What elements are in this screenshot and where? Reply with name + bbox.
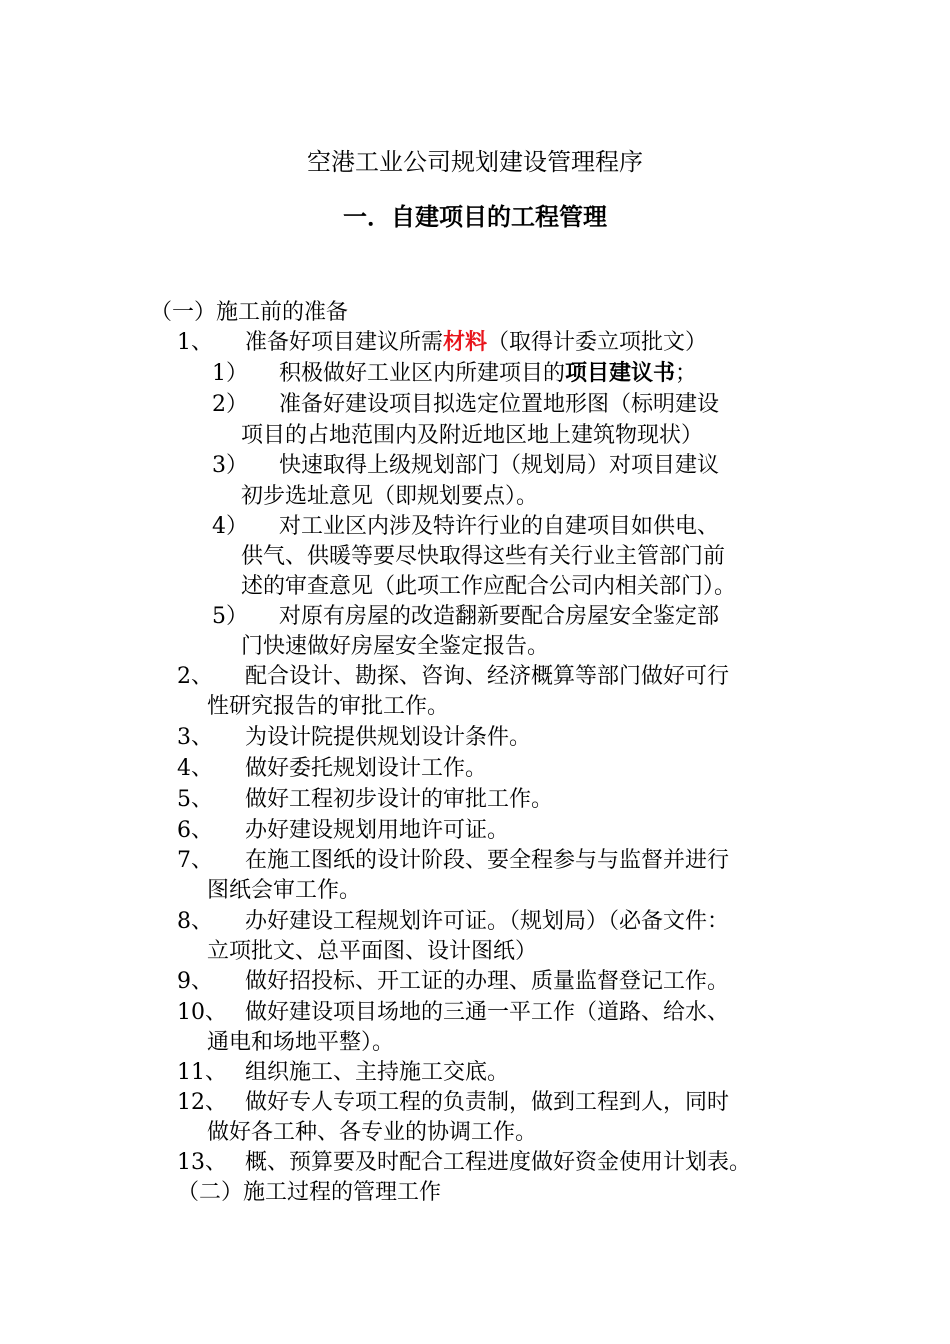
sub-item-text-part: ；: [675, 361, 698, 386]
item-number: 8、: [177, 909, 213, 934]
highlight-text: 材料: [443, 330, 488, 355]
item-text-line: 图纸会审工作。: [207, 878, 362, 903]
sub-item-text-line: 门快速做好房屋安全鉴定报告。: [241, 634, 550, 659]
item-number: 2、: [177, 664, 213, 689]
item-number: 6、: [177, 818, 213, 843]
item-text-line: 在施工图纸的设计阶段、要全程参与与监督并进行: [245, 848, 730, 873]
sub-item-text-line: 快速取得上级规划部门（规划局）对项目建议: [279, 453, 720, 478]
sub-item-number: 3）: [212, 453, 248, 478]
item-number: 10、: [177, 1000, 227, 1025]
item-text-line: 配合设计、勘探、咨询、经济概算等部门做好可行: [245, 664, 730, 689]
item-number: 4、: [177, 756, 213, 781]
item-text-line: 做好建设项目场地的三通一平工作（道路、给水、: [245, 1000, 730, 1025]
sub-item-number: 1）: [212, 361, 248, 386]
sub-item-text-line: 对工业区内涉及特许行业的自建项目如供电、: [279, 514, 720, 539]
document-subtitle: 一．自建项目的工程管理: [343, 203, 607, 231]
item-text-line: 概、预算要及时配合工程进度做好资金使用计划表。: [245, 1150, 752, 1175]
item-text-line: 办好建设工程规划许可证。（规划局）（必备文件：: [245, 909, 730, 934]
sub-item-number: 4）: [212, 514, 248, 539]
sub-item-text-line: 供气、供暖等要尽快取得这些有关行业主管部门前: [241, 544, 726, 569]
item-text-line: 做好工程初步设计的审批工作。: [245, 787, 554, 812]
sub-item-number: 2）: [212, 392, 248, 417]
section-heading-1: （一）施工前的准备: [150, 300, 349, 325]
item-text: [245, 328, 707, 358]
sub-item-text-line: 项目的占地范围内及附近地区地上建筑物现状）: [241, 423, 704, 448]
item-text-line: 做好专人专项工程的负责制，做到工程到人，同时: [245, 1090, 730, 1115]
item-text-line: 做好各工种、各专业的协调工作。: [207, 1120, 538, 1145]
item-text-line: 办好建设规划用地许可证。: [245, 818, 510, 843]
bold-text: 项目建议书: [565, 361, 676, 386]
sub-item-number: 5）: [212, 604, 248, 629]
sub-item-text-line: 初步选址意见（即规划要点）。: [241, 484, 539, 509]
item-text-line: 为设计院提供规划设计条件。: [245, 725, 532, 750]
item-number: 5、: [177, 787, 213, 812]
sub-item-text-part: 积极做好工业区内所建项目的: [279, 361, 566, 386]
item-number: 9、: [177, 969, 213, 994]
sub-item-text-line: 准备好建设项目拟选定位置地形图（标明建设: [279, 392, 720, 417]
item-text-line: 性研究报告的审批工作。: [207, 694, 450, 719]
item-text-line: 做好招投标、开工证的办理、质量监督登记工作。: [245, 969, 730, 994]
item-text-line: 立项批文、总平面图、设计图纸）: [207, 939, 538, 964]
item-number: 1、: [177, 330, 213, 355]
document-title: 空港工业公司规划建设管理程序: [307, 148, 643, 176]
sub-item-text-line: 述的审查意见（此项工作应配合公司内相关部门）。: [241, 574, 737, 599]
item-text-part: 准备好项目建议所需: [245, 330, 444, 355]
section-heading-2: （二）施工过程的管理工作: [177, 1180, 442, 1205]
item-text-line: 组织施工、主持施工交底。: [245, 1060, 510, 1085]
sub-item-text: [279, 359, 697, 389]
item-text-line: 做好委托规划设计工作。: [245, 756, 488, 781]
item-number: 12、: [177, 1090, 227, 1115]
sub-item-text-line: 对原有房屋的改造翻新要配合房屋安全鉴定部: [279, 604, 720, 629]
item-text-part: （取得计委立项批文）: [487, 330, 708, 355]
item-number: 11、: [177, 1060, 227, 1085]
item-number: 7、: [177, 848, 213, 873]
item-number: 13、: [177, 1150, 227, 1175]
item-text-line: 通电和场地平整）。: [207, 1030, 395, 1055]
item-number: 3、: [177, 725, 213, 750]
